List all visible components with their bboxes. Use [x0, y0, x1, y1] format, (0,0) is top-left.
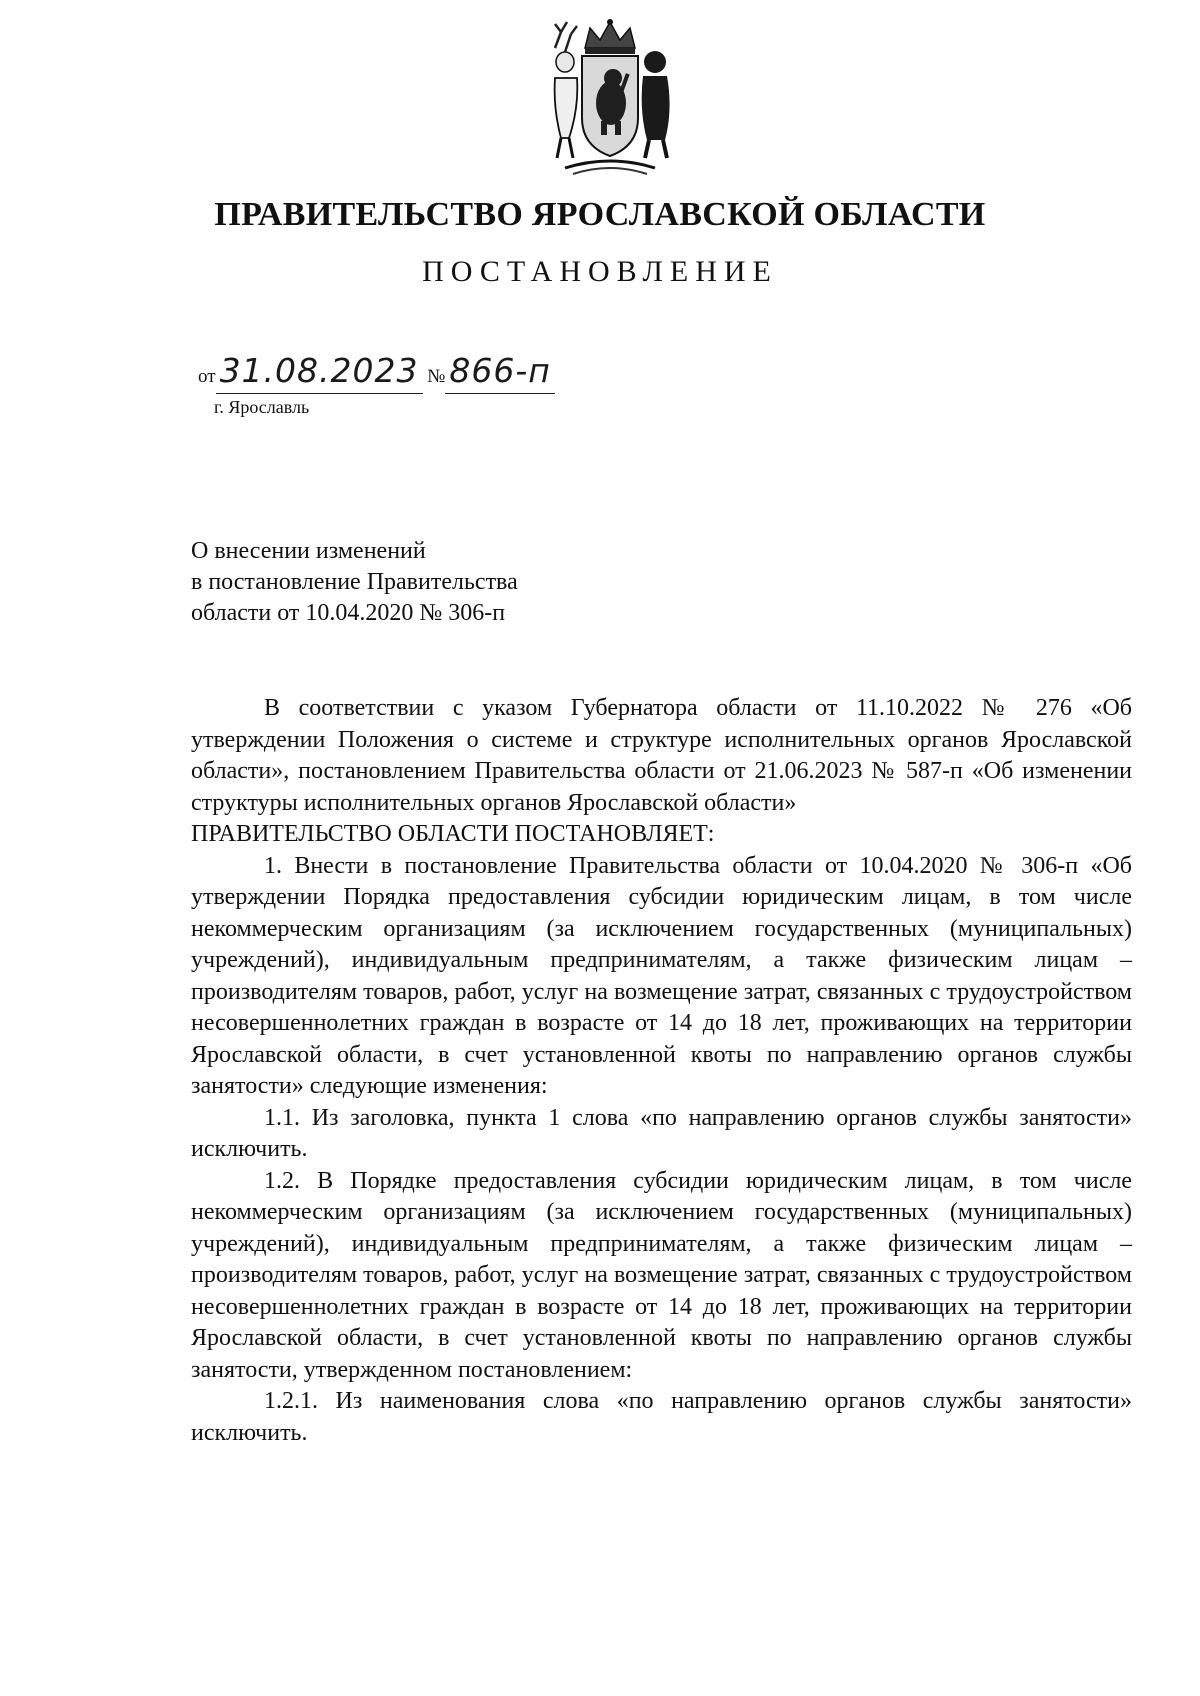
city: г. Ярославль: [214, 397, 310, 417]
paragraph-1-2: 1.2. В Порядке предоставления субсидии юридическим лицам, в том числе некоммерческим организациям (за исключением государственных (муниципальных) учреждений), индивидуальным предпринимателям, а также физическим лицам – производителям товаров, работ, услуг на возмещение затрат, связанных с трудоустройством несовершеннолетних граждан в возрасте от 14 до 18 лет, проживающих на территории Ярославской области, в счет установленной квоты по направлению органов службы занятости, утвержденном постановлением:: [191, 1167, 1132, 1383]
subject-line: области от 10.04.2020 № 306-п: [191, 600, 506, 626]
organization-title: ПРАВИТЕЛЬСТВО ЯРОСЛАВСКОЙ ОБЛАСТИ: [214, 196, 986, 233]
subject-line: О внесении изменений: [191, 538, 426, 564]
coat-of-arms-icon: [535, 18, 685, 180]
paragraph-1-1: 1.1. Из заголовка, пункта 1 слова «по направлению органов службы занятости» исключить.: [191, 1104, 1132, 1162]
resolves-heading: ПРАВИТЕЛЬСТВО ОБЛАСТИ ПОСТАНОВЛЯЕТ:: [191, 821, 715, 847]
from-label: от: [198, 366, 216, 387]
document-type: ПОСТАНОВЛЕНИЕ: [422, 255, 778, 288]
subject-line: в постановление Правительства: [191, 569, 518, 595]
number-label: №: [427, 366, 446, 387]
document-date: 31.08.2023: [219, 351, 419, 390]
document-body: [191, 693, 1132, 1449]
paragraph-1: 1. Внести в постановление Правительства области от 10.04.2020 № 306-п «Об утверждении Порядка предоставления субсидии юридическим лицам, в том числе некоммерческим организациям (за исключением государственных (муниципальных) учреждений), индивидуальным предпринимателям, а также физическим лицам – производителям товаров, работ, услуг на возмещение затрат, связанных с трудоустройством несовершеннолетних граждан в возрасте от 14 до 18 лет, проживающих на территории Ярославской области, в счет установленной квоты по направлению органов службы занятости» следующие изменения:: [191, 852, 1132, 1099]
preamble-paragraph: В соответствии с указом Губернатора области от 11.10.2022 № 276 «Об утверждении Положения о системе и структуре исполнительных органов Ярославской области», постановлением Правительства области от 21.06.2023 № 587-п «Об изменении структуры исполнительных органов Ярославской области»: [191, 695, 1132, 816]
document-number: 866-п: [449, 351, 551, 390]
date-number-line: [198, 351, 555, 394]
document-subject: [191, 536, 518, 629]
paragraph-1-2-1: 1.2.1. Из наименования слова «по направлению органов службы занятости» исключить.: [191, 1388, 1132, 1446]
